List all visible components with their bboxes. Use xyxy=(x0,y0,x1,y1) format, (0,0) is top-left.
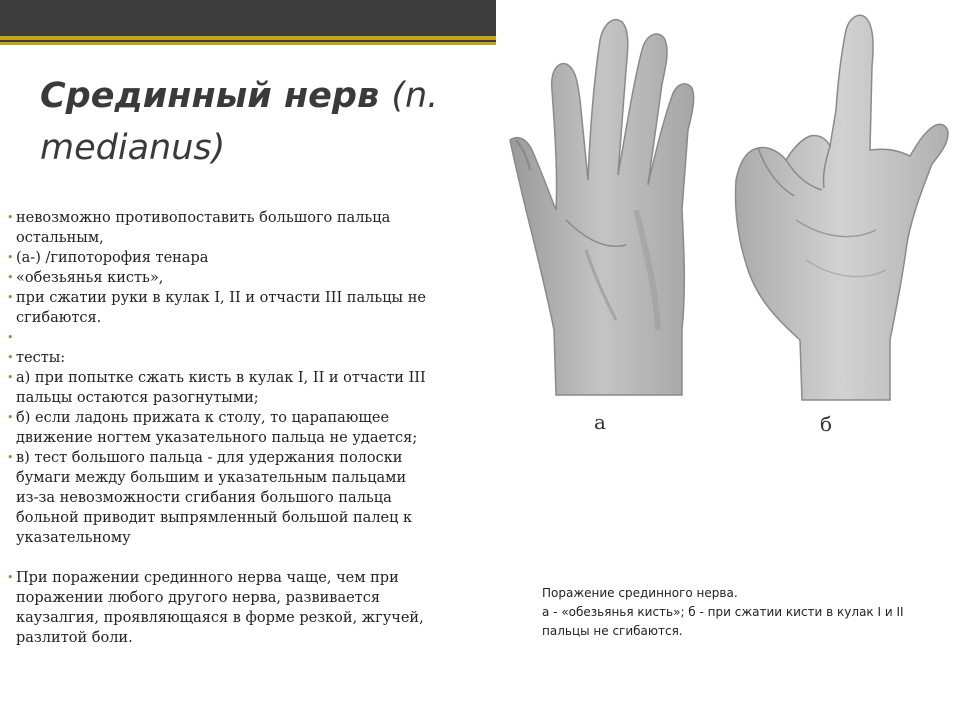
hand-a-illustration xyxy=(510,20,694,395)
caption-line: Поражение срединного нерва. xyxy=(542,586,738,600)
bullet-item: • в) тест большого пальца - для удержания полоски бумаги между большим и указательным пальцами из-за невозможности сгибания большого пальца больной приводит выпрямленный большой палец к указательному xyxy=(10,448,430,548)
bullet-item: • При поражении срединного нерва чаще, чем при поражении любого другого нерва, развивается каузалгия, проявляющаяся в форме резкой, жгучей, разлитой боли. xyxy=(10,568,430,648)
title-main: Срединный нерв xyxy=(40,76,380,116)
bullet-item: • «обезьянья кисть», xyxy=(10,268,430,288)
hand-illustration xyxy=(496,0,960,460)
figure-caption xyxy=(542,584,942,641)
bullet-list xyxy=(10,208,430,648)
figure-label-a: а xyxy=(594,410,606,434)
bullet-item: • невозможно противопоставить большого пальца остальным, xyxy=(10,208,430,248)
title-latin: (n. medianus) xyxy=(40,76,439,168)
bullet-item: • тесты: xyxy=(10,348,430,368)
bullet-item: • (а-) /гипоторофия тенара xyxy=(10,248,430,268)
header-bar xyxy=(0,0,496,36)
bullet-item: • б) если ладонь прижата к столу, то царапающее движение ногтем указательного пальца не удается; xyxy=(10,408,430,448)
caption-line: а - «обезьянья кисть»; б - при сжатии кисти в кулак I и II xyxy=(542,605,904,619)
bullet-item-empty xyxy=(10,328,430,348)
figure-label-b: б xyxy=(820,412,833,436)
page-title xyxy=(40,70,480,174)
bullet-item: • при сжатии руки в кулак I, II и отчасти III пальцы не сгибаются. xyxy=(10,288,430,328)
header-accent-stripe-2 xyxy=(0,42,496,45)
caption-line: пальцы не сгибаются. xyxy=(542,624,683,638)
bullet-item: • а) при попытке сжать кисть в кулак I, II и отчасти III пальцы остаются разогнутыми; xyxy=(10,368,430,408)
hand-b-illustration xyxy=(736,15,949,400)
